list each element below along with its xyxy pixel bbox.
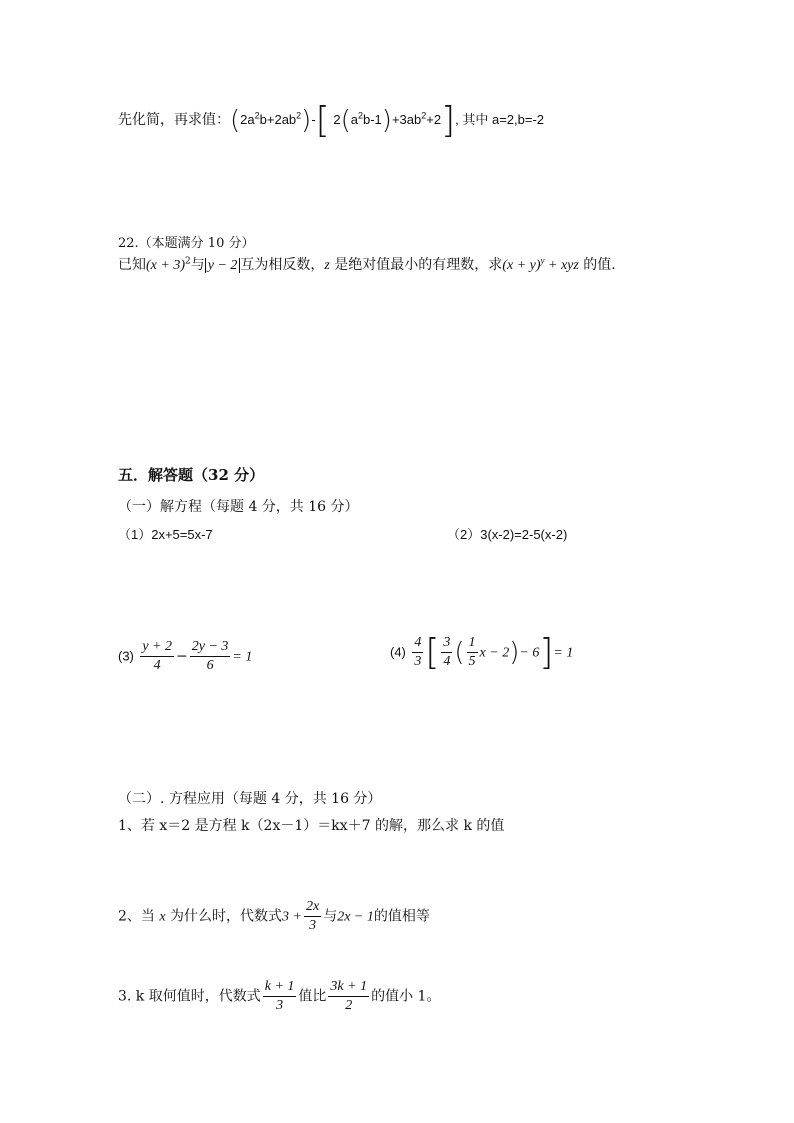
equation-2: （2）3(x-2)=2-5(x-2) <box>447 527 568 542</box>
application-3: 3. k 取何值时，代数式 $\frac{k + 1}{3}$ 值比 $\frac{3k + 1}{2}$ 的值小 1。 <box>118 979 441 1013</box>
part2-title: （二）. 方程应用（每题 4 分，共 16 分） <box>118 791 382 807</box>
q22-line: 已知$(x + 3)^2$与 y − 2 互为相反数，z 是绝对值最小的有理数，求$(x + y)^y$ + xyz 的值. <box>118 255 616 273</box>
q21-prefix: 先化简，再求值： <box>118 111 230 128</box>
q21-suffix: , 其中 a=2,b=-2 <box>455 111 545 127</box>
section5-title: 五．解答题（32 分） <box>118 466 265 484</box>
application-1: 1、若 x＝2 是方程 k（2x－1）＝kx＋7 的解，那么求 k 的值 <box>118 818 505 834</box>
q22-header: 22.（本题满分 10 分） <box>118 236 255 251</box>
equation-3: (3) $\frac{y + 2}{4}$ − $\frac{2y - 3}{6}$ = 1 <box>118 639 253 673</box>
application-2: 2、当 x 为什么时，代数式3 + $\frac{2x}{3}$ 与2x − 1的值相等 <box>118 899 430 933</box>
q21-line <box>118 100 544 141</box>
part1-title: （一）解方程（每题 4 分，共 16 分） <box>118 499 359 515</box>
q21-expression: $(2a^2b+2ab^2)-$[ $2(a^2b-1)+3ab^2+2$] <box>230 100 456 141</box>
equation-4: (4) $\frac{4}{3}$ [ $\frac{3}{4}$ ( $\frac{1}{5}$ x − 2)− 6]= 1 <box>390 632 574 673</box>
equation-1: （1）2x+5=5x-7 <box>118 527 213 542</box>
